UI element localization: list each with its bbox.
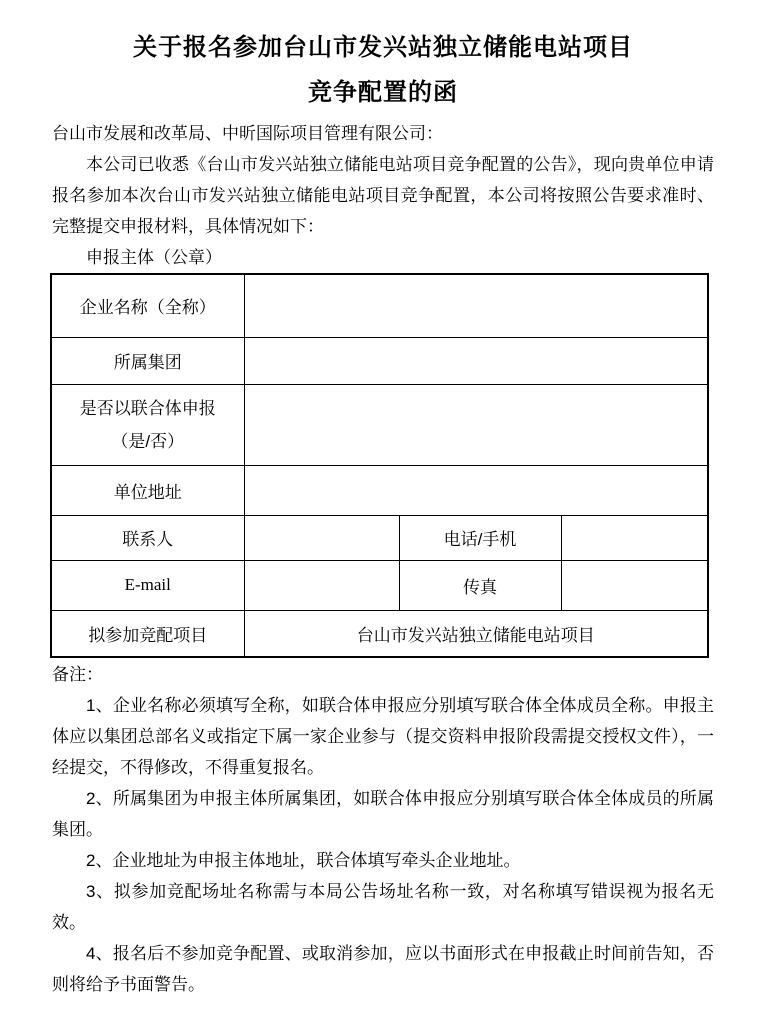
table-row-email	[51, 560, 708, 610]
note-item-4: 3、拟参加竞配场址名称需与本局公告场址名称一致，对名称填写错误视为报名无效。	[52, 882, 714, 932]
notes-section	[52, 659, 714, 1000]
address-input-cell[interactable]	[244, 465, 708, 515]
table-row-contact	[51, 515, 708, 560]
table-caption: 申报主体（公章）	[86, 248, 222, 267]
consortium-label-line-1: 是否以联合体申报	[79, 398, 216, 418]
consortium-label	[51, 384, 244, 465]
phone-label: 电话/手机	[399, 515, 561, 560]
document-title	[52, 0, 714, 116]
opening-paragraph: 本公司已收悉《台山市发兴站独立储能电站项目竞争配置的公告》，现向贵单位申请报名参加本次台山市发兴站独立储能电站项目竞争配置，本公司将按照公告要求准时、完整提交申报材料，具体情况如下：	[52, 155, 714, 236]
salutation: 台山市发展和改革局、中昕国际项目管理有限公司：	[52, 124, 443, 143]
note-item-5: 4、报名后不参加竞争配置、或取消参加，应以书面形式在申报截止时间前告知，否则将给予书面警告。	[52, 944, 714, 994]
company-name-label: 企业名称（全称）	[51, 274, 244, 337]
fax-label: 传真	[399, 560, 561, 610]
group-label: 所属集团	[51, 337, 244, 384]
note-item-2: 2、所属集团为申报主体所属集团，如联合体申报应分别填写联合体全体成员的所属集团。	[52, 789, 714, 839]
notes-heading: 备注：	[52, 665, 103, 684]
project-label: 拟参加竞配项目	[51, 610, 244, 657]
email-input-cell[interactable]	[244, 560, 399, 610]
table-row-project	[51, 610, 708, 657]
consortium-label-line-2: （是/否）	[111, 431, 185, 451]
table-row-consortium	[51, 384, 708, 465]
consortium-input-cell[interactable]	[244, 384, 708, 465]
table-row-company-name	[51, 274, 708, 337]
note-item-3: 2、企业地址为申报主体地址，联合体填写牵头企业地址。	[86, 851, 521, 870]
title-line-2: 竞争配置的函	[308, 80, 458, 106]
title-line-1: 关于报名参加台山市发兴站独立储能电站项目	[133, 35, 633, 61]
email-label: E-mail	[51, 560, 244, 610]
contact-input-cell[interactable]	[244, 515, 399, 560]
table-row-address	[51, 465, 708, 515]
group-input-cell[interactable]	[244, 337, 708, 384]
contact-label: 联系人	[51, 515, 244, 560]
phone-input-cell[interactable]	[561, 515, 708, 560]
document-body	[52, 118, 714, 273]
application-form-table	[50, 273, 709, 658]
project-value-cell: 台山市发兴站独立储能电站项目	[244, 610, 708, 657]
company-name-input-cell[interactable]	[244, 274, 708, 337]
fax-input-cell[interactable]	[561, 560, 708, 610]
note-item-1: 1、企业名称必须填写全称，如联合体申报应分别填写联合体全体成员全称。申报主体应以集团总部名义或指定下属一家企业参与（提交资料申报阶段需提交授权文件），一经提交，不得修改，不得重复报名。	[52, 696, 714, 777]
table-row-group	[51, 337, 708, 384]
address-label: 单位地址	[51, 465, 244, 515]
